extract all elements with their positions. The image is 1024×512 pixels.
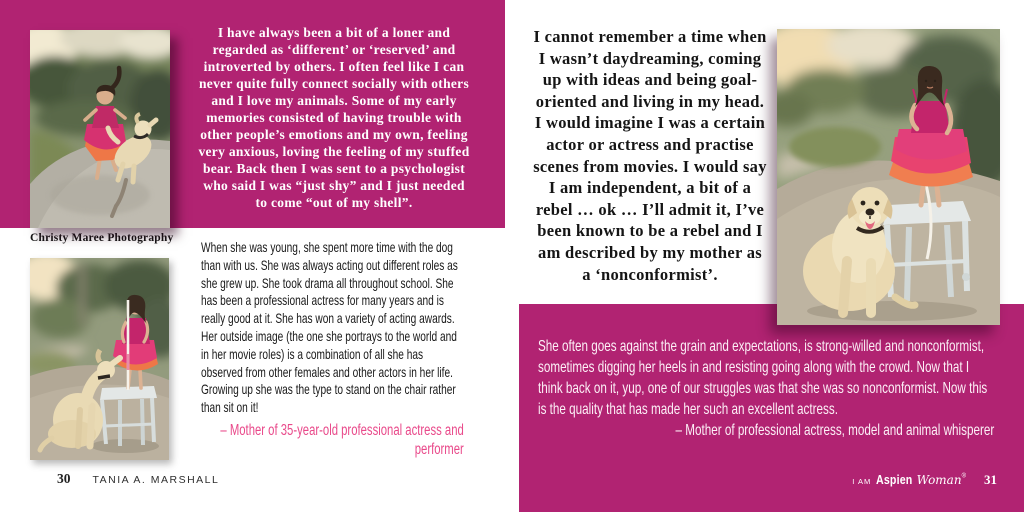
- right-page-callout-column: [538, 336, 994, 441]
- photo-girl-and-lab-illustration: [777, 29, 1000, 325]
- photo-girl-on-chair-dog-looking-up: [30, 258, 169, 460]
- left-page-body-column: [201, 239, 464, 460]
- photo-credit: Christy Maree Photography: [30, 232, 174, 244]
- photo-girl-running-with-dog-illustration: [30, 30, 170, 228]
- callout-paragraph: She often goes against the grain and expectations, is strong-willed and nonconformist, sometimes digging her heels in and resisting going along with the crowd. Now that I think back on it, yup, one of our struggles was that she was so nonconformist. Now this is the quality that has made her such an excellent actress.: [538, 338, 988, 418]
- left-page-footer: [57, 471, 219, 487]
- brand-woman: Woman: [916, 473, 962, 487]
- photo-girl-on-chair-with-sitting-dog: [777, 29, 1000, 325]
- author-name: TANIA A. MARSHALL: [92, 474, 220, 486]
- narrative-paragraph: When she was young, she spent more time with the dog than with us. She was always acting out different roles as she grew up. She took drama all throughout school. She has been a professional actress for many years and is really good at it. She has won a variety of acting awards. Her outside image (the one she portrays to the world and in her movie roles) is a combination of all she has observed from other females and other actors in her life. Growing up she was the type to stand on the chair rather than sit on it!: [201, 239, 458, 416]
- left-page-pull-quote: I have always been a bit of a loner and regarded as ‘different’ or ‘reserved’ and introverted by others. I often feel like I can never quite fully connect socially with others and I love my animals. Some of my early memories consisted of having trouble with other people’s emotions and my own, feeling very anxious, loving the feeling of my stuffed bear. Back then I was sent to a psychologist who said I was “just shy” and I just needed to come “out of my shell”.: [198, 25, 470, 210]
- brand-aspien: Aspien: [875, 473, 913, 487]
- book-brand-logo: [852, 471, 966, 489]
- brand-iam: I AM: [852, 477, 872, 486]
- photo-girl-running-with-dog: [30, 30, 170, 228]
- photo-girl-on-chair-illustration: [30, 258, 169, 460]
- registered-mark: ®: [961, 473, 966, 480]
- quote-attribution: – Mother of 35-year-old professional actress and performer: [220, 421, 464, 459]
- page-number-left: 30: [57, 471, 71, 486]
- callout-attribution: – Mother of professional actress, model and animal whisperer: [675, 422, 995, 439]
- page-number-right: 31: [984, 472, 997, 487]
- right-page-footer: [852, 471, 997, 489]
- right-page-pull-quote: I cannot remember a time when I wasn’t daydreaming, coming up with ideas and being goal-oriented and living in my head. I would imagine I was a certain actor or actress and practise scenes from movies. I would say I am independent, a bit of a rebel … ok … I’ll admit it, I’ve been known to be a rebel and I am described by my mother as a ‘nonconformist’.: [533, 27, 767, 284]
